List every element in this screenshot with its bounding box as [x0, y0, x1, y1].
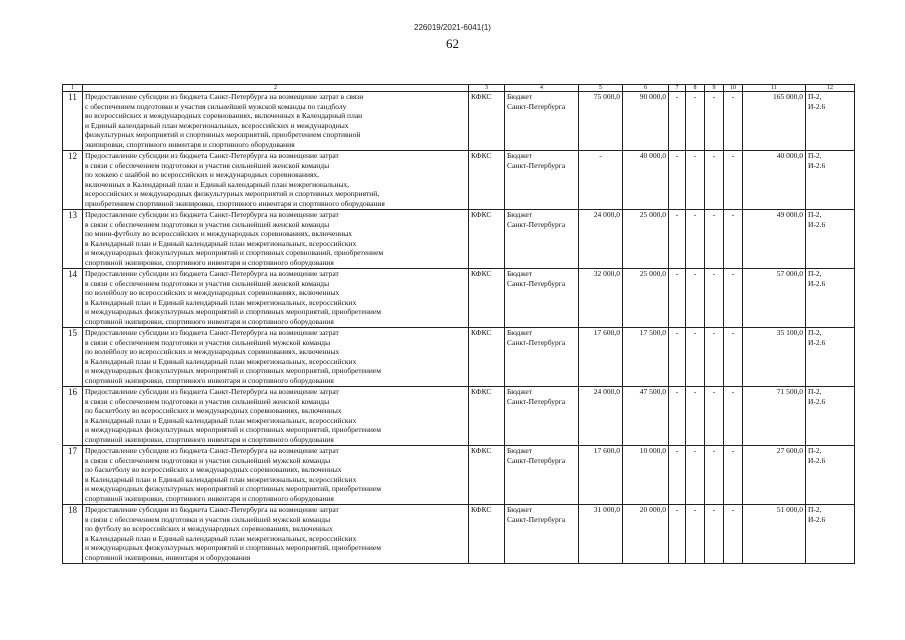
measure-description: Предоставление субсидии из бюджета Санкт-Петербурга на возмещение затрат в связи с обеспечением подготовки и участия сильнейшей женской команды по мини-футболу во всероссийских и международных соревнованиях, включенных в Календарный план и Единый календарный план межрегиональных, всероссийских и международных физкультурных мероприятий и спортивных соревнований, приобретением спортивной экипировки, спортивного инвентаря и спортивного оборудования: [83, 210, 469, 269]
amount-cell: -: [669, 387, 686, 446]
executor-cell: КФКС: [469, 446, 505, 505]
column-number: 8: [686, 85, 705, 92]
funding-source-cell: Бюджет Санкт-Петербурга: [505, 151, 579, 210]
table-row: [63, 328, 855, 387]
row-number: 17: [63, 446, 83, 505]
amount-cell: -: [705, 210, 724, 269]
amount-cell: -: [669, 210, 686, 269]
amount-cell: -: [705, 151, 724, 210]
amount-cell: 40 000,0: [623, 151, 669, 210]
amount-cell: 24 000,0: [579, 387, 623, 446]
amount-cell: 17 500,0: [623, 328, 669, 387]
column-number: 2: [83, 85, 469, 92]
total-amount-cell: 51 000,0: [743, 505, 806, 564]
table-row: [63, 210, 855, 269]
amount-cell: 17 600,0: [579, 446, 623, 505]
row-number: 11: [63, 92, 83, 151]
executor-cell: КФКС: [469, 269, 505, 328]
measure-description: Предоставление субсидии из бюджета Санкт-Петербурга на возмещение затрат в связи с обеспечением подготовки и участия сильнейшей женской команды по баскетболу во всероссийских и международных соревнованиях, включенных в Календарный план и Единый календарный план межрегиональных, всероссийских и международных физкультурных мероприятий и спортивных мероприятий, приобретением спортивной экипировки, спортивного инвентаря и спортивного оборудования: [83, 387, 469, 446]
amount-cell: -: [724, 505, 743, 564]
amount-cell: -: [686, 210, 705, 269]
amount-cell: 17 600,0: [579, 328, 623, 387]
total-amount-cell: 57 000,0: [743, 269, 806, 328]
amount-cell: -: [705, 387, 724, 446]
amount-cell: -: [686, 446, 705, 505]
row-number: 16: [63, 387, 83, 446]
column-number: 1: [63, 85, 83, 92]
amount-cell: -: [579, 151, 623, 210]
column-number-row: [63, 85, 855, 92]
amount-cell: -: [669, 151, 686, 210]
amount-cell: 32 000,0: [579, 269, 623, 328]
indicator-cell: П-2, И-2.6: [806, 387, 855, 446]
amount-cell: -: [686, 151, 705, 210]
amount-cell: -: [724, 151, 743, 210]
row-number: 15: [63, 328, 83, 387]
amount-cell: 25 000,0: [623, 210, 669, 269]
total-amount-cell: 71 500,0: [743, 387, 806, 446]
amount-cell: 24 000,0: [579, 210, 623, 269]
amount-cell: -: [669, 446, 686, 505]
amount-cell: -: [724, 446, 743, 505]
indicator-cell: П-2, И-2.6: [806, 151, 855, 210]
amount-cell: -: [724, 328, 743, 387]
measure-description: Предоставление субсидии из бюджета Санкт-Петербурга на возмещение затрат в связи с обеспечением подготовки и участия сильнейшей мужской команды по футболу во всероссийских и международных соревнованиях, включенных в Календарный план и Единый календарный план межрегиональных, всероссийских и международных физкультурных мероприятий и спортивных мероприятий, приобретением спортивной экипировки, инвентаря и оборудования: [83, 505, 469, 564]
amount-cell: -: [724, 269, 743, 328]
amount-cell: -: [724, 387, 743, 446]
total-amount-cell: 49 000,0: [743, 210, 806, 269]
executor-cell: КФКС: [469, 328, 505, 387]
program-table: [62, 84, 855, 564]
amount-cell: 75 000,0: [579, 92, 623, 151]
indicator-cell: П-2, И-2.6: [806, 92, 855, 151]
column-number: 6: [623, 85, 669, 92]
column-number: 4: [505, 85, 579, 92]
amount-cell: -: [686, 505, 705, 564]
column-number: 10: [724, 85, 743, 92]
measure-description: Предоставление субсидии из бюджета Санкт-Петербурга на возмещение затрат в связи с обеспечением подготовки и участия сильнейшей мужской команды по гандболу во всероссийских и международных соревнованиях, включенных в Календарный план и Единый календарный план межрегиональных, всероссийских и международных физкультурных мероприятий и спортивных мероприятий, приобретением спортивной экипировки, спортивного инвентаря и спортивного оборудования: [83, 92, 469, 151]
row-number: 12: [63, 151, 83, 210]
amount-cell: 20 000,0: [623, 505, 669, 564]
amount-cell: -: [686, 269, 705, 328]
total-amount-cell: 40 000,0: [743, 151, 806, 210]
amount-cell: -: [686, 328, 705, 387]
amount-cell: 10 000,0: [623, 446, 669, 505]
executor-cell: КФКС: [469, 210, 505, 269]
executor-cell: КФКС: [469, 151, 505, 210]
table-row: [63, 92, 855, 151]
column-number: 5: [579, 85, 623, 92]
column-number: 3: [469, 85, 505, 92]
executor-cell: КФКС: [469, 387, 505, 446]
total-amount-cell: 35 100,0: [743, 328, 806, 387]
measure-description: Предоставление субсидии из бюджета Санкт-Петербурга на возмещение затрат в связи с обеспечением подготовки и участия сильнейшей мужской команды по баскетболу во всероссийских и международных соревнованиях, включенных в Календарный план и Единый календарный план межрегиональных, всероссийских и международных физкультурных мероприятий и спортивных мероприятий, приобретением спортивной экипировки, спортивного инвентаря и спортивного оборудования: [83, 446, 469, 505]
measure-description: Предоставление субсидии из бюджета Санкт-Петербурга на возмещение затрат в связи с обеспечением подготовки и участия сильнейшей женской команды по хоккею с шайбой во всероссийских и международных соревнованиях, включенных в Календарный план и Единый календарный план межрегиональных, всероссийских и международных физкультурных мероприятий и спортивных мероприятий, приобретением спортивной экипировки, спортивного инвентаря и спортивного оборудования: [83, 151, 469, 210]
amount-cell: -: [686, 387, 705, 446]
table-row: [63, 387, 855, 446]
executor-cell: КФКС: [469, 505, 505, 564]
indicator-cell: П-2, И-2.6: [806, 446, 855, 505]
document-id: 226019/2021-6041(1): [414, 23, 491, 32]
executor-cell: КФКС: [469, 92, 505, 151]
amount-cell: -: [705, 269, 724, 328]
amount-cell: -: [705, 92, 724, 151]
funding-source-cell: Бюджет Санкт-Петербурга: [505, 446, 579, 505]
measure-description: Предоставление субсидии из бюджета Санкт-Петербурга на возмещение затрат в связи с обеспечением подготовки и участия сильнейшей мужской команды по волейболу во всероссийских и международных соревнованиях, включенных в Календарный план и Единый календарный план межрегиональных, всероссийских и международных физкультурных мероприятий и спортивных мероприятий, приобретением спортивной экипировки, спортивного инвентаря и спортивного оборудования: [83, 328, 469, 387]
amount-cell: -: [669, 328, 686, 387]
amount-cell: -: [705, 328, 724, 387]
funding-source-cell: Бюджет Санкт-Петербурга: [505, 210, 579, 269]
column-number: 11: [743, 85, 806, 92]
indicator-cell: П-2, И-2.6: [806, 328, 855, 387]
total-amount-cell: 165 000,0: [743, 92, 806, 151]
amount-cell: -: [686, 92, 705, 151]
indicator-cell: П-2, И-2.6: [806, 269, 855, 328]
column-number: 9: [705, 85, 724, 92]
funding-source-cell: Бюджет Санкт-Петербурга: [505, 387, 579, 446]
column-number: 7: [669, 85, 686, 92]
funding-source-cell: Бюджет Санкт-Петербурга: [505, 269, 579, 328]
amount-cell: 25 000,0: [623, 269, 669, 328]
measure-description: Предоставление субсидии из бюджета Санкт-Петербурга на возмещение затрат в связи с обеспечением подготовки и участия сильнейшей женской команды по волейболу во всероссийских и международных соревнованиях, включенных в Календарный план и Единый календарный план межрегиональных, всероссийских и международных физкультурных мероприятий и спортивных мероприятий, приобретением спортивной экипировки, спортивного инвентаря и спортивного оборудования: [83, 269, 469, 328]
column-number: 12: [806, 85, 855, 92]
amount-cell: -: [669, 505, 686, 564]
amount-cell: 31 000,0: [579, 505, 623, 564]
amount-cell: 47 500,0: [623, 387, 669, 446]
amount-cell: -: [705, 446, 724, 505]
page-number: 62: [446, 36, 459, 51]
row-number: 14: [63, 269, 83, 328]
amount-cell: -: [669, 269, 686, 328]
amount-cell: 90 000,0: [623, 92, 669, 151]
amount-cell: -: [669, 92, 686, 151]
row-number: 18: [63, 505, 83, 564]
amount-cell: -: [705, 505, 724, 564]
total-amount-cell: 27 600,0: [743, 446, 806, 505]
funding-source-cell: Бюджет Санкт-Петербурга: [505, 92, 579, 151]
amount-cell: -: [724, 92, 743, 151]
funding-source-cell: Бюджет Санкт-Петербурга: [505, 328, 579, 387]
table-row: [63, 505, 855, 564]
indicator-cell: П-2, И-2.6: [806, 210, 855, 269]
indicator-cell: П-2, И-2.6: [806, 505, 855, 564]
funding-source-cell: Бюджет Санкт-Петербурга: [505, 505, 579, 564]
row-number: 13: [63, 210, 83, 269]
table-row: [63, 151, 855, 210]
table-row: [63, 446, 855, 505]
amount-cell: -: [724, 210, 743, 269]
table-row: [63, 269, 855, 328]
